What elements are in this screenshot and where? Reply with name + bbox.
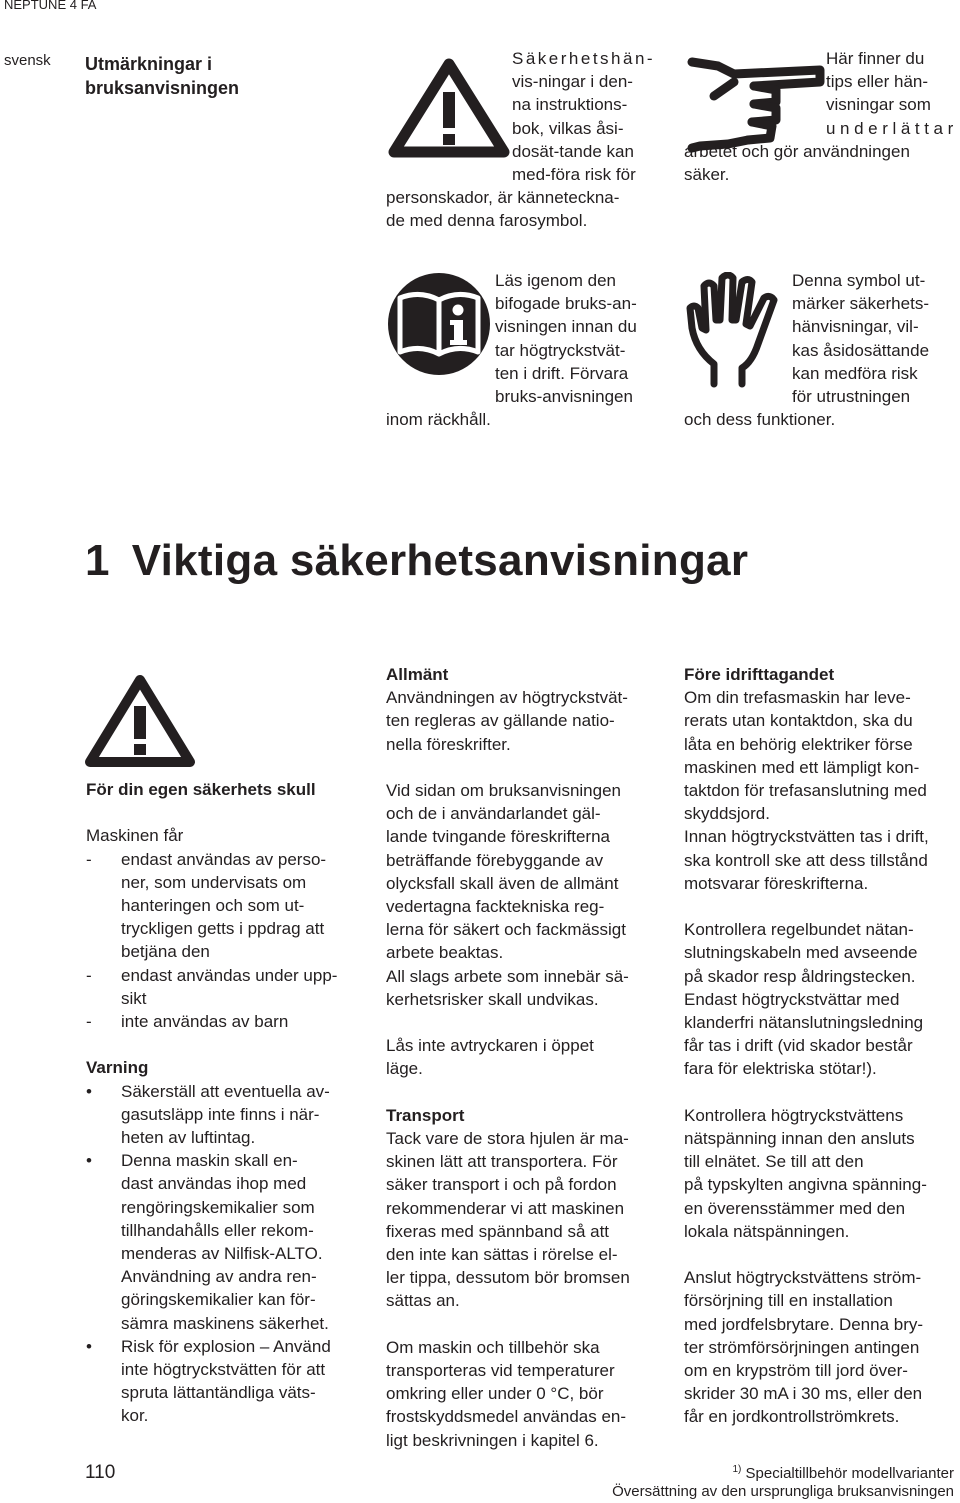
column-safety: För din egen säkerhets skull Maskinen får - endast användas av perso- ner, som undervisats om hanteringen och som ut- tryckligen getts i ppdrag att betjäna den - endast användas under upp- sikt - inte användas av barn Varning • Säkerställ att eventuella av- gasutsläpp inte finns i när- heten av luftintag. • Denna maskin skall en- dast användas ihop med rengöringskemikalier som tillhandahålls eller rekom- menderas av Nilfisk-ALTO. Användning av andra ren- göringskemikalier kan för- sämra maskinens säkerhet. • Risk för explosion – Använd inte högtryckstvätten för att spruta lättantändliga väts- kor. bbox=[86, 778, 358, 1428]
language-label: svensk bbox=[4, 52, 51, 69]
translation-note: Översättning av den ursprungliga bruksanvisningen bbox=[612, 1483, 954, 1500]
footnote-mark: 1) bbox=[732, 1464, 742, 1475]
footnote-text: Specialtillbehör modellvarianter bbox=[745, 1465, 954, 1482]
column-before-start: Före idrifttagandet Om din trefasmaskin har leve- rerats utan kontaktdon, ska du låta en behörig elektriker förse maskinen med ett lämpligt kon- taktdon för trefasanslutning med skyddsjord. Innan högtryckstvätten tas i drift, ska kontroll ske att dess tillstånd motsvarar föreskrifterna. Kontrollera regelbundet nätan- slutningskabeln med avseende på skador resp åldringstecken. Endast högtryckstvättar med klanderfri nätanslutningsledning får tas i drift (vid skador består fara för elektriska stötar!). Kontrollera högtryckstvättens nätspänning innan den ansluts till elnätet. Se till att den på typskylten angivna spänning- en överensstämmer med den lokala nätspänningen. Anslut högtryckstvättens ström- försörjning till en installation med jordfelsbrytare. Denna bry- ter strömförsörjningen antingen om en krypström till jord över- skrider 30 mA i 30 ms, eller den får en jordkontrollströmkrets. bbox=[684, 663, 956, 1429]
manual-symbol-description: Läs igenom den bifogade bruks-an- visningen innan du tar högtryckstvät- ten i drift. Förvara bruks-anvisningen inom räckhåll. bbox=[386, 271, 637, 430]
general-heading: Allmänt bbox=[386, 665, 449, 684]
footnote bbox=[732, 1464, 954, 1482]
warning-triangle-icon bbox=[84, 674, 196, 768]
transport-heading: Transport bbox=[386, 1105, 465, 1125]
hand-symbol-description: Denna symbol ut- märker säkerhets- hänvisningar, vil- kas åsidosättande kan medföra risk för utrustningen och dess funktioner. bbox=[684, 271, 930, 430]
warning-symbol-description: Säkerhetshän- vis-ningar i den- na instruktions- bok, vilkas åsi- dosät-tande kan med-föra risk för personskador, är kännetecknа- de med denna farosymbol. bbox=[386, 49, 656, 231]
section-title: Utmärkningar i bruksanvisningen bbox=[85, 54, 240, 98]
chapter-title: Viktiga säkerhetsanvisningar bbox=[131, 536, 749, 585]
intro-text: Maskinen får bbox=[86, 826, 184, 846]
safety-heading: För din egen säkerhets skull bbox=[86, 780, 316, 799]
column-general: Allmänt Användningen av högtryckstvät- ten regleras av gällande natio- nella föreskrifter. Vid sidan om bruksanvisningen och de i användarlandet gäl- lande tvingande föreskrifterna beträffande förebyggande av olycksfall skall även de allmänt vedertagna facktekniska reg- lerna för säkert och fackmässigt arbete beaktas. All slags arbete som innebär sä- kerhetsrisker skall undvikas. Lås inte avtryckaren i öppet läge. Transport Tack vare de stora hjulen är ma- skinen lätt att transportera. För säker transport i och på fordon rekommenderar vi att maskinen fixeras med spännband så att den inte kan sättas i rörelse el- ler tippa, dessutom bör bromsen sättas an. Om maskin och tillbehör ska transporteras vid temperaturer omkring eller under 0 °C, bör frostskyddsmedel användas en- ligt beskrivningen i kapitel 6. bbox=[386, 663, 658, 1452]
tip-symbol-description: Här finner du tips eller hän- visningar som underlättar arbetet och gör användningen säker. bbox=[684, 49, 958, 185]
page-number: 110 bbox=[85, 1462, 116, 1483]
chapter-heading bbox=[85, 536, 748, 586]
before-start-heading: Före idrifttagandet bbox=[684, 665, 835, 684]
chapter-number: 1 bbox=[85, 536, 110, 585]
running-header: NEPTUNE 4 FA bbox=[4, 0, 97, 12]
warning-heading: Varning bbox=[86, 1058, 149, 1078]
